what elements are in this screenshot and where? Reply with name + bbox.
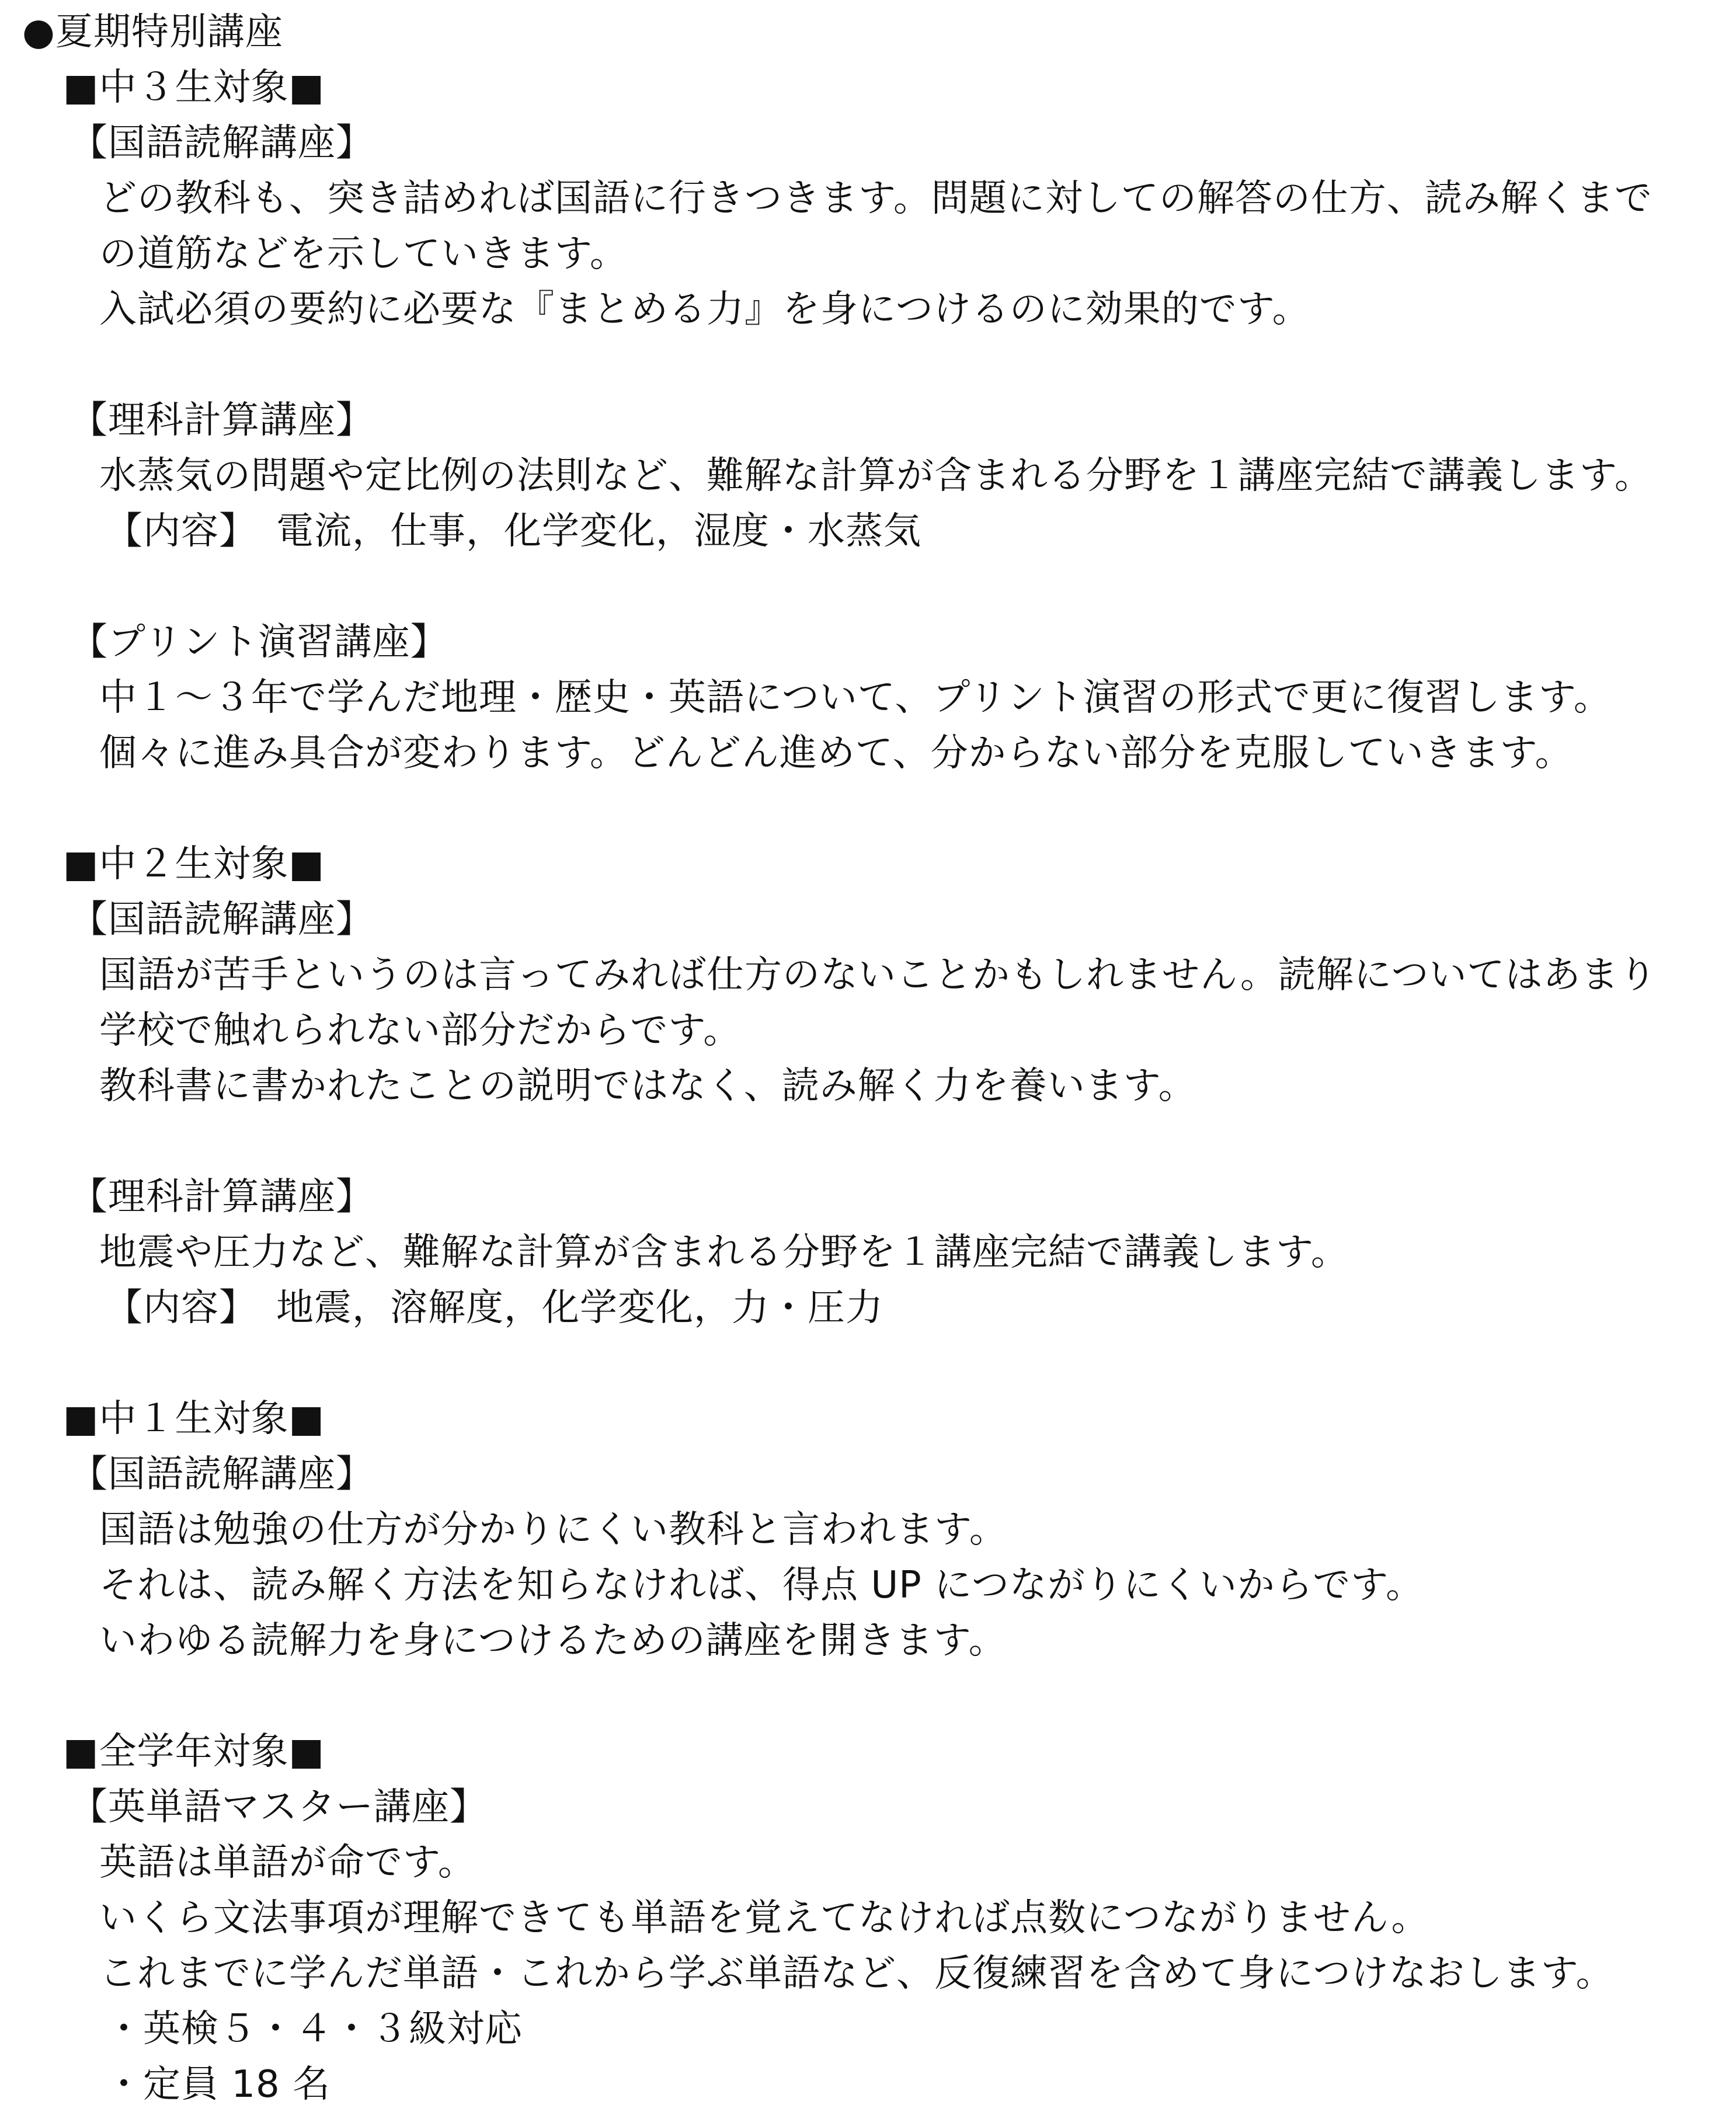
grade2-science-contents: 【内容】 地震，溶解度，化学変化，力・圧力 (105, 1286, 883, 1330)
grade2-japanese-line: 教科書に書かれたことの説明ではなく、読み解く力を養います。 (99, 1064, 1196, 1108)
grade3-print-line: 中１～３年で学んだ地理・歴史・英語について、プリント演習の形式で更に復習します。 (99, 676, 1612, 719)
grade1-japanese-title: 【国語読解講座】 (70, 1453, 374, 1496)
english-title: 【英単語マスター講座】 (70, 1786, 488, 1829)
grade3-print-line: 個々に進み具合が変わります。どんどん進めて、分からない部分を克服していきます。 (99, 732, 1573, 775)
grade3-science-contents: 【内容】 電流，仕事，化学変化，湿度・水蒸気 (105, 510, 921, 553)
grade3-science-line: 水蒸気の問題や定比例の法則など、難解な計算が含まれる分野を１講座完結で講義します。 (99, 454, 1652, 497)
grade3-heading: ■中３生対象■ (63, 66, 325, 109)
grade2-japanese-line: 学校で触れられない部分だからです。 (99, 1009, 742, 1052)
english-line: 英語は単語が命です。 (99, 1841, 476, 1884)
all-grades-heading: ■全学年対象■ (63, 1730, 325, 1773)
grade2-japanese-line: 国語が苦手というのは言ってみれば仕方のないことかもしれません。読解についてはあまり (99, 954, 1657, 997)
grade1-japanese-line: それは、読み解く方法を知らなければ、得点 UP につながりにくいからです。 (99, 1564, 1424, 1607)
grade3-science-title: 【理科計算講座】 (70, 399, 374, 442)
grade3-japanese-title: 【国語読解講座】 (70, 121, 374, 165)
english-bullet: ・英検５・４・３級対応 (105, 2007, 523, 2051)
english-line: いくら文法事項が理解できても単語を覚えてなければ点数につながりません。 (99, 1897, 1429, 1940)
grade1-japanese-line: 国語は勉強の仕方が分かりにくい教科と言われます。 (99, 1508, 1007, 1551)
grade2-heading: ■中２生対象■ (63, 843, 325, 886)
grade2-science-line: 地震や圧力など、難解な計算が含まれる分野を１講座完結で講義します。 (99, 1231, 1349, 1274)
page-title: ●夏期特別講座 (22, 11, 283, 54)
grade3-japanese-line: の道筋などを示していきます。 (99, 232, 628, 276)
grade2-japanese-title: 【国語読解講座】 (70, 898, 374, 941)
english-line: これまでに学んだ単語・これから学ぶ単語など、反復練習を含めて身につけなおします。 (99, 1952, 1614, 1995)
grade2-science-title: 【理科計算講座】 (70, 1175, 374, 1219)
grade1-japanese-line: いわゆる読解力を身につけるための講座を開きます。 (99, 1619, 1007, 1662)
english-bullet: ・定員 18 名 (105, 2063, 331, 2106)
grade3-japanese-line: 入試必須の要約に必要な『まとめる力』を身につけるのに効果的です。 (99, 288, 1310, 331)
grade1-heading: ■中１生対象■ (63, 1397, 325, 1441)
grade3-japanese-line: どの教科も、突き詰めれば国語に行きつきます。問題に対しての解答の仕方、読み解くまで (99, 177, 1652, 220)
grade3-print-title: 【プリント演習講座】 (70, 621, 448, 664)
